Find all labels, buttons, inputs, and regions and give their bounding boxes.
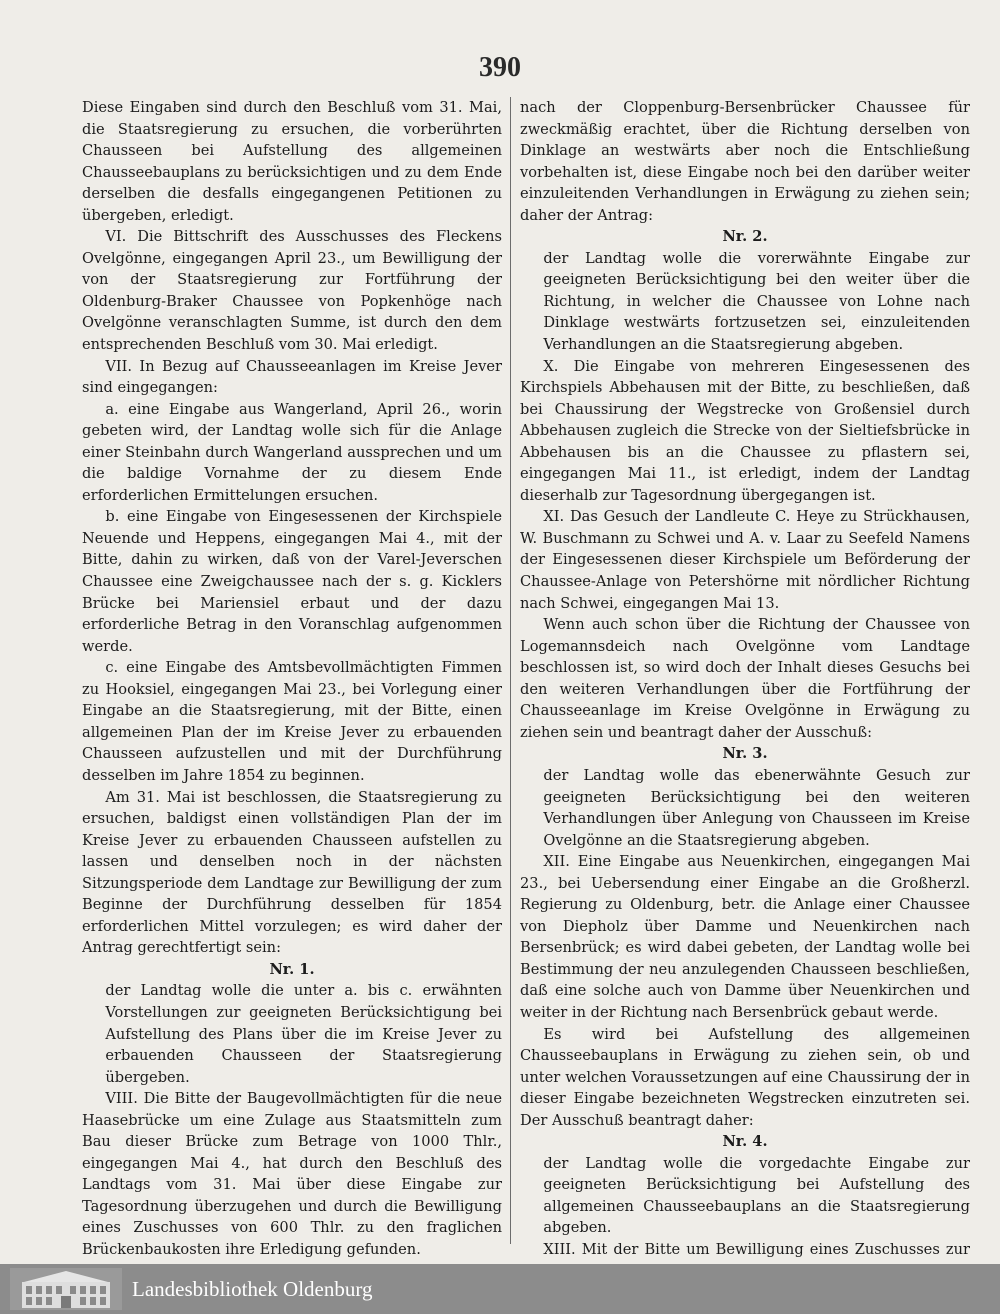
paragraph: Am 31. Mai ist beschlossen, die Staatsregierung zu ersuchen, baldigst einen vollständigen Plan der im Kreise Jever zu erbauenden Chausseen aufstellen zu lassen und denselben noch in der nächsten Sitzungsperiode dem Landtage zur Bewilligung der zum Beginne der Durchführung desselben für 1854 erforderlichen Mittel vorzulegen; es wird daher der Antrag gerechtfertigt sein: [82, 788, 502, 957]
paragraph: der Landtag wolle die vorgedachte Eingabe zur geeigneten Berücksichtigung bei Aufstellung des allgemeinen Chausseebauplans an die Staatsregierung abgeben. [543, 1154, 970, 1237]
left-column [82, 97, 502, 1264]
page-number: 390 [479, 52, 521, 83]
footer-bar [0, 1264, 1000, 1314]
section-number-heading: Nr. 4. [722, 1133, 768, 1151]
paragraph: XIII. Mit der Bitte um Bewilligung eines Zuschusses zur [543, 1240, 970, 1258]
column-divider [510, 97, 511, 1244]
paragraph: der Landtag wolle das ebenerwähnte Gesuch zur geeigneten Berücksichtigung bei den weiteren Verhandlungen über Anlegung von Chausseen im Kreise Ovelgönne an die Staatsregierung abgeben. [543, 766, 970, 849]
paragraph: nach der Cloppenburg-Bersenbrücker Chaussee für zweckmäßig erachtet, über die Richtung derselben von Dinklage an westwärts aber noch die Entschließung vorbehalten ist, diese Eingabe noch bei den darüber weiter einzuleitenden Verhandlungen in Erwägung zu ziehen sein; daher der Antrag: [520, 99, 970, 224]
paragraph: X. Die Eingabe von mehreren Eingesessenen des Kirchspiels Abbehausen mit der Bitte, zu beschließen, daß bei Chaussirung der Wegstrecke von Großensiel durch Abbehausen zugleich die Strecke von der Sieltiefsbrücke in Abbehausen bis an die Chaussee zu pflastern sei, eingegangen Mai 11., ist erledigt, indem der Landtag dieserhalb zur Tagesordnung übergegangen ist. [520, 357, 970, 504]
paragraph: c. eine Eingabe des Amtsbevollmächtigten Fimmen zu Hooksiel, eingegangen Mai 23., bei Vorlegung einer Eingabe an die Staatsregierung, mit der Bitte, einen allgemeinen Plan der im Kreise Jever zu erbauenden Chausseen aufzustellen und mit der Durchführung desselben im Jahre 1854 zu beginnen. [82, 659, 502, 784]
paragraph: VI. Die Bittschrift des Ausschusses des Fleckens Ovelgönne, eingegangen April 23., um Bewilligung der von der Staatsregierung zur Fortführung der Oldenburg-Braker Chaussee von Popkenhöge nach Ovelgönne veranschlagten Summe, ist durch den dem entsprechenden Beschluß vom 30. Mai erledigt. [82, 228, 502, 354]
paragraph: Diese Eingaben sind durch den Beschluß vom 31. Mai, die Staatsregierung zu ersuchen, die vorberührten Chausseen bei Aufstellung des allgemeinen Chausseebauplans zu berücksichtigen und zu dem Ende derselben die desfalls eingegangenen Petitionen zu übergeben, erledigt. [82, 99, 502, 224]
library-name: Landesbibliothek Oldenburg [132, 1276, 373, 1301]
paragraph: XII. Eine Eingabe aus Neuenkirchen, eingegangen Mai 23., bei Uebersendung einer Eingabe an die Großherzl. Regierung zu Oldenburg, betr. die Anlage einer Chaussee von Diepholz über Damme und Neuenkirchen nach Bersenbrück; es wird dabei gebeten, der Landtag wolle bei Bestimmung der neu anzulegenden Chausseen beschließen, daß eine solche auch von Damme über Neuenkirchen und weiter in der Richtung nach Bersenbrück gebaut werde. [520, 853, 970, 1021]
library-building-logo-icon [10, 1268, 122, 1310]
paragraph: VII. In Bezug auf Chausseeanlagen im Kreise Jever sind eingegangen: [82, 357, 502, 397]
paragraph: der Landtag wolle die unter a. bis c. erwähnten Vorstellungen zur geeigneten Berücksichtigung bei Aufstellung des Plans über die im Kreise Jever zu erbauenden Chausseen der Staatsregierung übergeben. [105, 982, 502, 1086]
paragraph: der Landtag wolle die vorerwähnte Eingabe zur geeigneten Berücksichtigung bei den weiter über die Richtung, in welcher die Chaussee von Lohne nach Dinklage westwärts fortzusetzen sei, einzuleitenden Verhandlungen an die Staatsregierung abgeben. [543, 249, 970, 354]
paragraph: VIII. Die Bitte der Baugevollmächtigten für die neue Haasebrücke um eine Zulage aus Staatsmitteln zum Bau dieser Brücke zum Betrage von 1000 Thlr., eingegangen Mai 4., hat durch den Beschluß des Landtags vom 31. Mai über diese Eingabe zur Tagesordnung überzugehen und durch die Bewilligung eines Zuschusses von 600 Thlr. zu den fraglichen Brückenbaukosten ihre Erledigung gefunden. [82, 1090, 502, 1258]
paragraph: a. eine Eingabe aus Wangerland, April 26., worin gebeten wird, der Landtag wolle sich für die Anlage einer Steinbahn durch Wangerland aussprechen und um die baldige Vornahme der zu diesem Ende erforderlichen Ermittelungen ersuchen. [82, 400, 502, 504]
right-column [520, 97, 970, 1264]
section-number-heading: Nr. 1. [269, 960, 315, 978]
section-number-heading: Nr. 2. [722, 228, 768, 246]
section-number-heading: Nr. 3. [722, 745, 768, 763]
paragraph: b. eine Eingabe von Eingesessenen der Kirchspiele Neuende und Heppens, eingegangen Mai 4., mit der Bitte, dahin zu wirken, daß von der Varel-Jeverschen Chaussee eine Zweigchaussee nach der s. g. Kicklers Brücke bei Mariensiel erbaut und der dazu erforderliche Betrag in den Voranschlag aufgenommen werde. [82, 508, 502, 655]
paragraph: Wenn auch schon über die Richtung der Chaussee von Logemannsdeich nach Ovelgönne vom Landtage beschlossen ist, so wird doch der Inhalt dieses Gesuchs bei den weiteren Verhandlungen über die Fortführung der Chausseeanlage im Kreise Ovelgönne in Erwägung zu ziehen sein und beantragt daher der Ausschuß: [520, 616, 970, 741]
paragraph: XI. Das Gesuch der Landleute C. Heye zu Strückhausen, W. Buschmann zu Schwei und A. v. Laar zu Seefeld Namens der Eingesessenen dieser Kirchspiele um Beförderung der Chaussee-Anlage von Petershörne mit nördlicher Richtung nach Schwei, eingegangen Mai 13. [520, 508, 970, 612]
paragraph: Es wird bei Aufstellung des allgemeinen Chausseebauplans in Erwägung zu ziehen sein, ob und unter welchen Voraussetzungen auf eine Chaussirung der in dieser Eingabe bezeichneten Wegstrecken einzutreten sei. Der Ausschuß beantragt daher: [520, 1025, 970, 1129]
